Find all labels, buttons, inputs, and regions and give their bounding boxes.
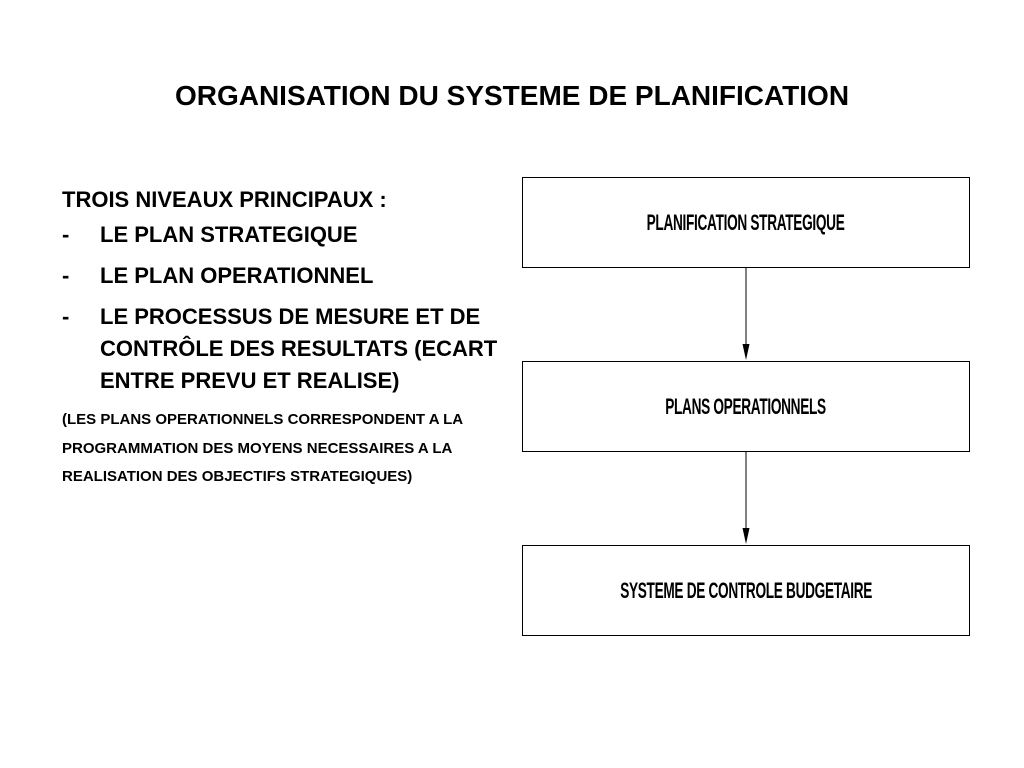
bullet-text: LE PLAN STRATEGIQUE xyxy=(100,222,358,247)
bullet-list xyxy=(62,219,502,397)
bullet-item-operational-plan xyxy=(62,260,502,292)
bullet-text: LE PROCESSUS DE MESURE ET DE CONTRÔLE DES RESULTATS (ECART ENTRE PREVU ET REALISE) xyxy=(100,304,498,393)
bullet-dash: - xyxy=(62,304,70,329)
flow-box-operational-plans xyxy=(522,361,970,452)
note-text: (LES PLANS OPERATIONNELS CORRESPONDENT A LA PROGRAMMATION DES MOYENS NECESSAIRES A LA REALISATION DES OBJECTIFS STRATEGIQUES) xyxy=(62,411,463,485)
bullet-item-control-process xyxy=(62,301,502,397)
slide-title: ORGANISATION DU SYSTEME DE PLANIFICATION xyxy=(174,80,850,111)
bullet-dash: - xyxy=(62,222,70,247)
flow-box-label: SYSTEME DE CONTROLE BUDGETAIRE xyxy=(620,577,872,603)
bullet-text: LE PLAN OPERATIONNEL xyxy=(100,263,374,288)
flow-arrow-2 xyxy=(743,452,750,544)
flow-box-budget-control-system xyxy=(522,545,970,636)
bullet-item-strategic-plan xyxy=(62,219,502,251)
flow-box-label: PLANS OPERATIONNELS xyxy=(665,393,827,419)
text-column xyxy=(62,184,502,492)
flow-box-strategic-planning xyxy=(522,177,970,268)
intro-text: TROIS NIVEAUX PRINCIPAUX : xyxy=(62,187,387,212)
flow-box-label: PLANIFICATION STRATEGIQUE xyxy=(647,209,845,235)
bullet-dash: - xyxy=(62,263,70,288)
flow-arrow-1 xyxy=(743,268,750,360)
